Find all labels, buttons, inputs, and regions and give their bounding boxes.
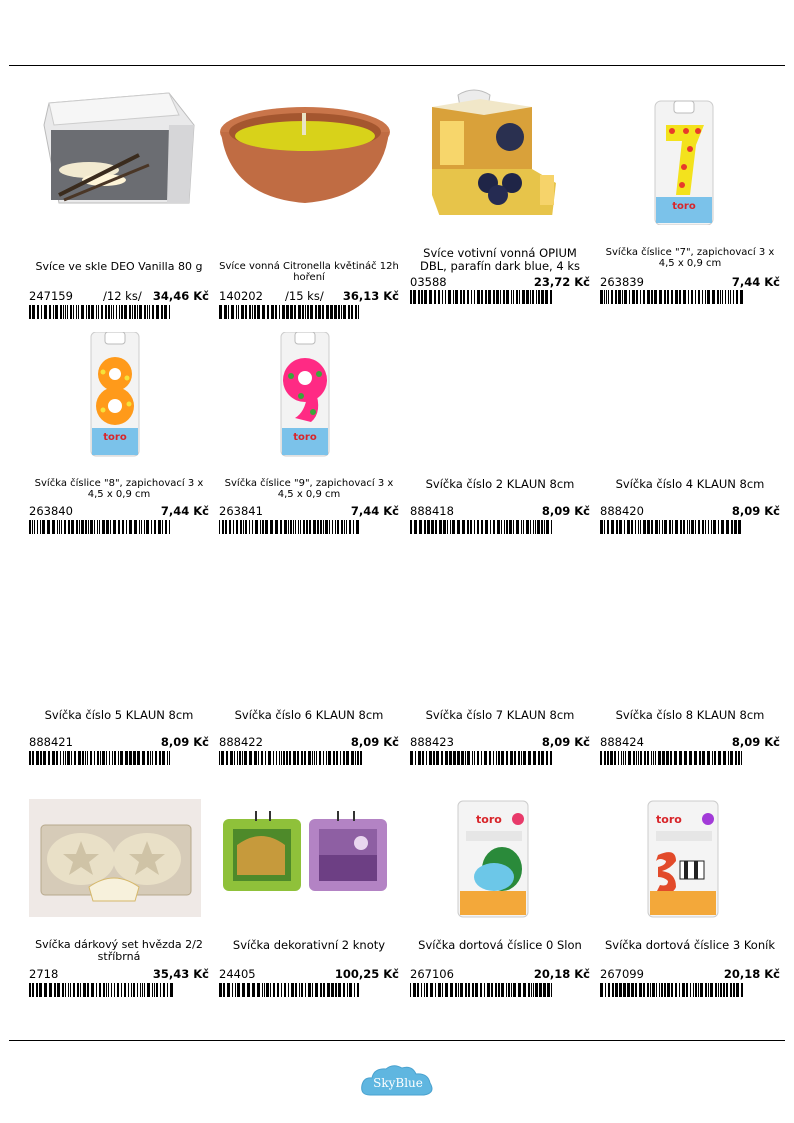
product-code: 888422 [219,735,263,749]
product-image-cake-candle-0 [410,799,590,919]
product-title: Svíčka číslo 8 KLAUN 8cm [615,708,765,722]
product-code: 888424 [600,735,644,749]
product-price: 7,44 Kč [731,275,780,289]
svg-text:toro: toro [293,432,317,443]
pack-size: /15 ks/ [285,289,324,303]
svg-text:toro: toro [656,813,682,826]
product-title: Svíce votivní vonná OPIUM DBL, parafín dark blue, 4 ks [420,246,580,273]
product-code: 888418 [410,504,454,518]
barcode [410,983,554,997]
product-image-number-7-candle [600,85,780,212]
barcode [410,751,554,765]
barcode [29,751,173,765]
product-title: Svíčka číslo 2 KLAUN 8cm [425,477,575,491]
product-code: 267106 [410,967,454,981]
svg-text:toro: toro [103,432,127,443]
product-image-number-9-candle [219,332,399,452]
product-title: Svíčka číslo 5 KLAUN 8cm [44,708,194,722]
product-card[interactable] [219,85,399,303]
barcode [219,983,363,997]
product-title: Svíčka dekorativní 2 knoty [232,938,386,952]
product-code: 140202 [219,289,263,303]
barcode [600,983,744,997]
svg-text:toro: toro [672,201,696,212]
product-price: 34,46 Kč [152,289,209,303]
barcode [29,305,173,319]
product-price: 23,72 Kč [533,275,590,289]
product-price: 35,43 Kč [152,967,209,981]
product-title: Svíčka dárkový set hvězda 2/2 stříbrná [35,938,203,963]
product-card[interactable] [29,332,209,547]
product-price: 8,09 Kč [160,735,209,749]
barcode [410,290,554,304]
product-card[interactable] [29,85,209,303]
product-code: 888420 [600,504,644,518]
pack-size: /12 ks/ [103,289,142,303]
product-code: 2718 [29,967,59,981]
product-card[interactable] [29,799,209,1014]
barcode [219,520,363,534]
product-code: 03588 [410,275,447,289]
product-code: 267099 [600,967,644,981]
logo-text: SkyBlue [373,1076,423,1090]
product-title: Svíčka číslice "9", zapichovací 3 x 4,5 x 0,9 cm [224,478,394,500]
product-price: 20,18 Kč [723,967,780,981]
product-card[interactable] [219,799,399,1014]
product-card[interactable] [219,563,399,778]
product-card[interactable] [219,332,399,547]
product-code: 888423 [410,735,454,749]
product-title: Svíčka číslo 4 KLAUN 8cm [615,477,765,491]
barcode [219,305,363,319]
product-title: Svíčka číslice "8", zapichovací 3 x 4,5 x 0,9 cm [34,478,204,500]
product-card[interactable] [410,563,590,778]
skyblue-logo [360,1063,436,1099]
barcode [600,751,744,765]
svg-text:toro: toro [476,813,502,826]
product-title: Svíčka dortová číslice 3 Koník [605,938,775,952]
product-price: 7,44 Kč [160,504,209,518]
product-card[interactable] [410,799,590,1014]
product-title: Svíčka číslo 6 KLAUN 8cm [234,708,384,722]
product-code: 247159 [29,289,73,303]
product-price: 20,18 Kč [533,967,590,981]
product-title: Svíce vonná Citronella květináč 12h hoření [219,261,399,283]
product-title: Svíčka číslice "7", zapichovací 3 x 4,5 x 0,9 cm [605,247,775,269]
product-card[interactable] [410,332,590,547]
product-price: 8,09 Kč [541,504,590,518]
product-card[interactable] [600,563,780,778]
product-image-decorative-candles [219,799,399,919]
product-price: 36,13 Kč [342,289,399,303]
product-card[interactable] [600,85,780,300]
product-code: 888421 [29,735,73,749]
barcode [600,520,744,534]
product-price: 8,09 Kč [541,735,590,749]
product-image-citronella-pot [219,85,399,205]
product-image-cake-candle-3 [600,799,780,919]
product-image-number-8-candle [29,332,209,452]
bottom-divider [9,1040,785,1041]
product-card[interactable] [410,85,590,300]
product-title: Svíce ve skle DEO Vanilla 80 g [35,260,203,273]
barcode [410,520,554,534]
product-card[interactable] [29,563,209,778]
top-divider [9,65,785,66]
product-code: 263841 [219,504,263,518]
product-code: 263839 [600,275,644,289]
product-card[interactable] [600,332,780,547]
product-image-opium-box [410,85,590,205]
product-price: 8,09 Kč [731,504,780,518]
product-code: 24405 [219,967,256,981]
product-title: Svíčka dortová číslice 0 Slon [418,938,582,952]
product-image-gift-set [29,799,209,919]
product-title: Svíčka číslo 7 KLAUN 8cm [425,708,575,722]
barcode [219,751,363,765]
product-code: 263840 [29,504,73,518]
product-price: 8,09 Kč [350,735,399,749]
barcode [29,983,173,997]
barcode [29,520,173,534]
product-price: 100,25 Kč [334,967,399,981]
product-image-vanilla-candle [29,85,209,205]
product-price: 7,44 Kč [350,504,399,518]
barcode [600,290,744,304]
product-card[interactable] [600,799,780,1014]
product-price: 8,09 Kč [731,735,780,749]
